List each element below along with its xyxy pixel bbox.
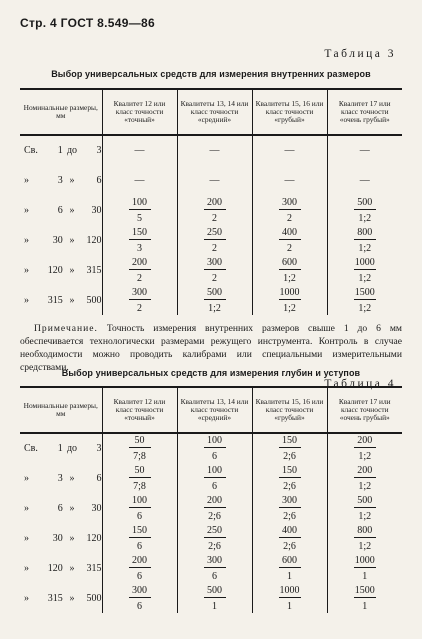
value-cell [252,553,327,583]
fraction-denominator: 6 [212,451,217,462]
value-cell [252,195,327,225]
fraction-numerator: 800 [357,226,373,238]
fraction-denominator: 1;2 [358,451,372,462]
table-row [20,255,402,285]
fraction-bar [204,477,226,478]
fraction-bar [129,537,151,538]
fraction-denominator: 2;6 [208,540,221,552]
range-prefix: » [24,204,29,216]
fraction-bar [279,269,301,270]
range-dash: » [69,532,75,544]
fraction-bar [354,507,376,508]
fraction-numerator: 400 [282,226,297,238]
table4-header-q17: Квалитет 17 или класс точности «очень грубый» [327,387,402,433]
fraction-denominator: 6 [212,570,217,582]
fraction-bar [204,507,226,508]
range-prefix: » [24,532,29,544]
fraction-denominator: 2 [287,242,292,254]
value-cell [177,165,252,195]
value-cell [327,255,402,285]
table3-header-q13-14: Квалитеты 13, 14 или класс точности «средний» [177,89,252,135]
size-range-cell [20,225,102,255]
fraction-denominator: 1;2 [358,272,372,284]
fraction-denominator: 2;6 [208,510,221,522]
fraction-numerator: 1500 [354,286,375,298]
fraction-numerator: 150 [282,464,297,476]
range-prefix: » [24,502,29,514]
fraction-denominator: 2 [212,272,217,284]
fraction-bar [354,299,376,300]
value-cell [102,255,177,285]
fraction-numerator: 300 [132,584,147,596]
table-row [20,165,402,195]
value-cell [177,493,252,523]
fraction-numerator: 1000 [354,256,375,268]
value-cell [327,165,402,195]
table3-header-q17: Квалитет 17 или класс точности «очень грубый» [327,89,402,135]
value-cell [252,285,327,315]
fraction-numerator: 200 [357,464,373,476]
size-range-cell [20,433,102,463]
range-prefix: » [24,234,29,246]
fraction-denominator: 2 [212,242,217,254]
fraction-numerator: 500 [357,494,373,506]
range-prefix: » [24,562,29,574]
fraction-bar [354,269,376,270]
fraction-numerator: 100 [207,435,222,446]
range-to: 30 [91,502,102,514]
fraction-denominator: 1;2 [208,302,221,314]
range-dash: » [69,592,75,604]
table4-header-size: Номинальные размеры, мм [23,401,98,418]
fraction-bar [129,447,151,448]
fraction-denominator: 6 [137,540,142,552]
range-from: 6 [57,502,63,514]
table-row [20,433,402,463]
value-cell [252,165,327,195]
value-cell [102,583,177,613]
size-range-cell [20,553,102,583]
fraction-denominator: 6 [137,570,142,582]
fraction-bar [354,567,376,568]
value-cell [102,523,177,553]
value-cell [327,493,402,523]
fraction-bar [204,269,226,270]
table4-header-q15-16: Квалитеты 15, 16 или класс точности «грубый» [252,387,327,433]
fraction-bar [279,597,301,598]
range-from: 3 [57,174,63,186]
range-dash: » [69,234,75,246]
value-cell [252,135,327,165]
range-to: 6 [96,174,102,186]
value-cell [177,225,252,255]
fraction-bar [279,507,301,508]
fraction-denominator: 1 [212,600,217,612]
range-dash: » [69,502,75,514]
fraction-denominator: 1;2 [358,242,372,254]
table3-note [20,322,402,374]
fraction-numerator: 600 [282,554,297,566]
table4-title: Выбор универсальных средств для измерения глубин и уступов [61,368,361,378]
range-prefix: » [24,294,29,306]
empty-value-dash: — [359,145,370,156]
size-range-cell [20,195,102,225]
fraction-numerator: 300 [132,286,147,298]
value-cell [327,583,402,613]
value-cell [177,523,252,553]
range-dash: » [69,294,75,306]
size-range-cell [20,255,102,285]
fraction-numerator: 200 [357,435,373,446]
table4-header-q13-14: Квалитеты 13, 14 или класс точности «средний» [177,387,252,433]
range-prefix: Св. [24,443,38,454]
table-row [20,583,402,613]
table3-header-size: Номинальные размеры, мм [23,103,98,120]
range-from: 30 [52,234,63,246]
value-cell [177,463,252,493]
range-to: 120 [86,234,102,246]
fraction-denominator: 1 [362,600,368,612]
range-to: 120 [86,532,102,544]
fraction-denominator: 2;6 [283,480,296,492]
table-row [20,463,402,493]
fraction-bar [354,597,376,598]
fraction-numerator: 200 [132,554,147,566]
fraction-denominator: 6 [137,510,142,522]
fraction-bar [279,477,301,478]
table3-title: Выбор универсальных средств для измерения внутренних размеров [51,69,371,79]
fraction-denominator: 2 [137,302,142,314]
fraction-bar [129,477,151,478]
fraction-denominator: 1;2 [358,480,372,492]
empty-value-dash: — [284,174,295,186]
fraction-numerator: 150 [132,524,147,536]
fraction-numerator: 500 [207,584,222,596]
fraction-denominator: 1;2 [358,212,372,224]
fraction-denominator: 1;2 [358,510,372,522]
range-prefix: » [24,264,29,276]
table3-header-q15-16: Квалитеты 15, 16 или класс точности «грубый» [252,89,327,135]
fraction-bar [354,447,376,448]
fraction-denominator: 2;6 [283,451,296,462]
value-cell [102,553,177,583]
range-from: 315 [47,592,63,604]
fraction-bar [129,567,151,568]
value-cell [102,285,177,315]
empty-value-dash: — [209,145,220,156]
value-cell [177,195,252,225]
value-cell [102,165,177,195]
fraction-bar [129,299,151,300]
fraction-bar [279,567,301,568]
range-dash: до [66,145,78,156]
fraction-numerator: 500 [357,196,373,208]
fraction-numerator: 100 [207,464,222,476]
fraction-denominator: 1;2 [283,302,296,314]
range-dash: » [69,174,75,186]
range-dash: до [66,443,78,454]
size-range-cell [20,583,102,613]
fraction-bar [129,239,151,240]
value-cell [252,463,327,493]
fraction-bar [279,239,301,240]
fraction-bar [129,209,151,210]
table3-body [20,135,402,315]
size-range-cell [20,463,102,493]
fraction-bar [279,299,301,300]
fraction-numerator: 200 [132,256,147,268]
fraction-denominator: 1;2 [358,302,372,314]
value-cell [177,255,252,285]
fraction-bar [354,239,376,240]
fraction-numerator: 150 [282,435,297,446]
range-from: 120 [47,264,63,276]
range-to: 30 [91,204,102,216]
empty-value-dash: — [209,174,220,186]
value-cell [252,583,327,613]
fraction-denominator: 1 [287,600,292,612]
range-dash: » [69,264,75,276]
value-cell [177,553,252,583]
fraction-bar [204,299,226,300]
size-range-cell [20,493,102,523]
table4 [20,386,402,613]
value-cell [327,433,402,463]
value-cell [327,195,402,225]
fraction-denominator: 3 [137,242,142,254]
value-cell [327,285,402,315]
value-cell [252,225,327,255]
table4-header-q12: Квалитет 12 или класс точности «точный» [102,387,177,433]
fraction-bar [204,537,226,538]
fraction-numerator: 50 [134,464,145,476]
fraction-numerator: 1500 [354,584,375,596]
fraction-numerator: 1000 [279,584,300,596]
range-to: 315 [86,562,102,574]
value-cell [102,493,177,523]
fraction-numerator: 250 [207,524,222,536]
fraction-numerator: 1000 [354,554,375,566]
range-prefix: » [24,174,29,186]
fraction-numerator: 300 [282,494,297,506]
range-from: 1 [57,145,63,156]
fraction-denominator: 2 [287,212,292,224]
value-cell [252,433,327,463]
fraction-denominator: 2 [137,272,142,284]
fraction-denominator: 6 [212,480,217,492]
fraction-numerator: 200 [207,196,222,208]
size-range-cell [20,135,102,165]
fraction-numerator: 50 [134,435,145,446]
range-to: 500 [86,592,102,604]
value-cell [252,255,327,285]
fraction-bar [279,447,301,448]
fraction-denominator: 2;6 [283,540,296,552]
range-from: 1 [57,443,63,454]
table4-body [20,433,402,613]
fraction-numerator: 100 [132,196,147,208]
size-range-cell [20,165,102,195]
fraction-bar [129,269,151,270]
range-from: 30 [52,532,63,544]
size-range-cell [20,523,102,553]
fraction-numerator: 400 [282,524,297,536]
fraction-numerator: 300 [282,196,297,208]
range-dash: » [69,204,75,216]
value-cell [102,433,177,463]
fraction-denominator: 1 [362,570,368,582]
fraction-denominator: 2;6 [283,510,296,522]
value-cell [102,195,177,225]
fraction-bar [354,209,376,210]
value-cell [327,523,402,553]
table-row [20,553,402,583]
value-cell [327,225,402,255]
note-text: Точность измерения внутренних размеров свыше 1 до 6 мм обеспечивается технологически размерами режущего инструмента. Контроль в случае необходимости можно проводить калибрами или специальными измерительными средствами. [20,323,402,373]
table3-header-q12: Квалитет 12 или класс точности «точный» [102,89,177,135]
range-to: 3 [96,443,102,454]
empty-value-dash: — [134,145,145,156]
empty-value-dash: — [284,145,295,156]
empty-value-dash: — [134,174,145,186]
value-cell [177,583,252,613]
fraction-bar [129,597,151,598]
value-cell [327,463,402,493]
value-cell [252,493,327,523]
fraction-numerator: 300 [207,554,222,566]
fraction-numerator: 500 [207,286,222,298]
range-to: 3 [96,145,102,156]
fraction-numerator: 1000 [279,286,300,298]
fraction-bar [354,537,376,538]
fraction-numerator: 300 [207,256,222,268]
note-label: Примечание. [34,323,98,334]
fraction-denominator: 7;8 [133,480,146,492]
page-header: Стр. 4 ГОСТ 8.549—86 [20,16,155,30]
fraction-denominator: 5 [137,212,142,224]
range-prefix: Св. [24,145,38,156]
table3-label: Таблица 3 [324,48,396,60]
value-cell [327,553,402,583]
range-prefix: » [24,592,29,604]
value-cell [102,135,177,165]
range-to: 6 [96,472,102,484]
fraction-denominator: 1;2 [283,272,296,284]
range-from: 120 [47,562,63,574]
table3 [20,88,402,315]
fraction-bar [279,537,301,538]
table-row [20,523,402,553]
table-row [20,195,402,225]
table-row [20,285,402,315]
empty-value-dash: — [359,174,370,186]
fraction-numerator: 800 [357,524,373,536]
fraction-numerator: 150 [132,226,147,238]
fraction-numerator: 250 [207,226,222,238]
fraction-bar [204,597,226,598]
fraction-denominator: 1;2 [358,540,372,552]
range-from: 3 [57,472,63,484]
size-range-cell [20,285,102,315]
range-from: 6 [57,204,63,216]
range-to: 500 [86,294,102,306]
value-cell [102,225,177,255]
range-dash: » [69,562,75,574]
fraction-numerator: 100 [132,494,147,506]
range-to: 315 [86,264,102,276]
fraction-numerator: 200 [207,494,222,506]
range-dash: » [69,472,75,484]
value-cell [102,463,177,493]
fraction-bar [204,209,226,210]
fraction-bar [354,477,376,478]
value-cell [177,135,252,165]
fraction-bar [204,567,226,568]
table-row [20,493,402,523]
fraction-denominator: 2 [212,212,217,224]
range-prefix: » [24,472,29,484]
table4-label: Таблица 4 [324,378,396,390]
value-cell [177,285,252,315]
fraction-denominator: 7;8 [133,451,146,462]
fraction-denominator: 6 [137,600,142,612]
range-from: 315 [47,294,63,306]
value-cell [252,523,327,553]
fraction-bar [129,507,151,508]
table-row [20,135,402,165]
fraction-bar [279,209,301,210]
fraction-bar [204,447,226,448]
fraction-bar [204,239,226,240]
fraction-numerator: 600 [282,256,297,268]
value-cell [327,135,402,165]
fraction-denominator: 1 [287,570,292,582]
value-cell [177,433,252,463]
table-row [20,225,402,255]
